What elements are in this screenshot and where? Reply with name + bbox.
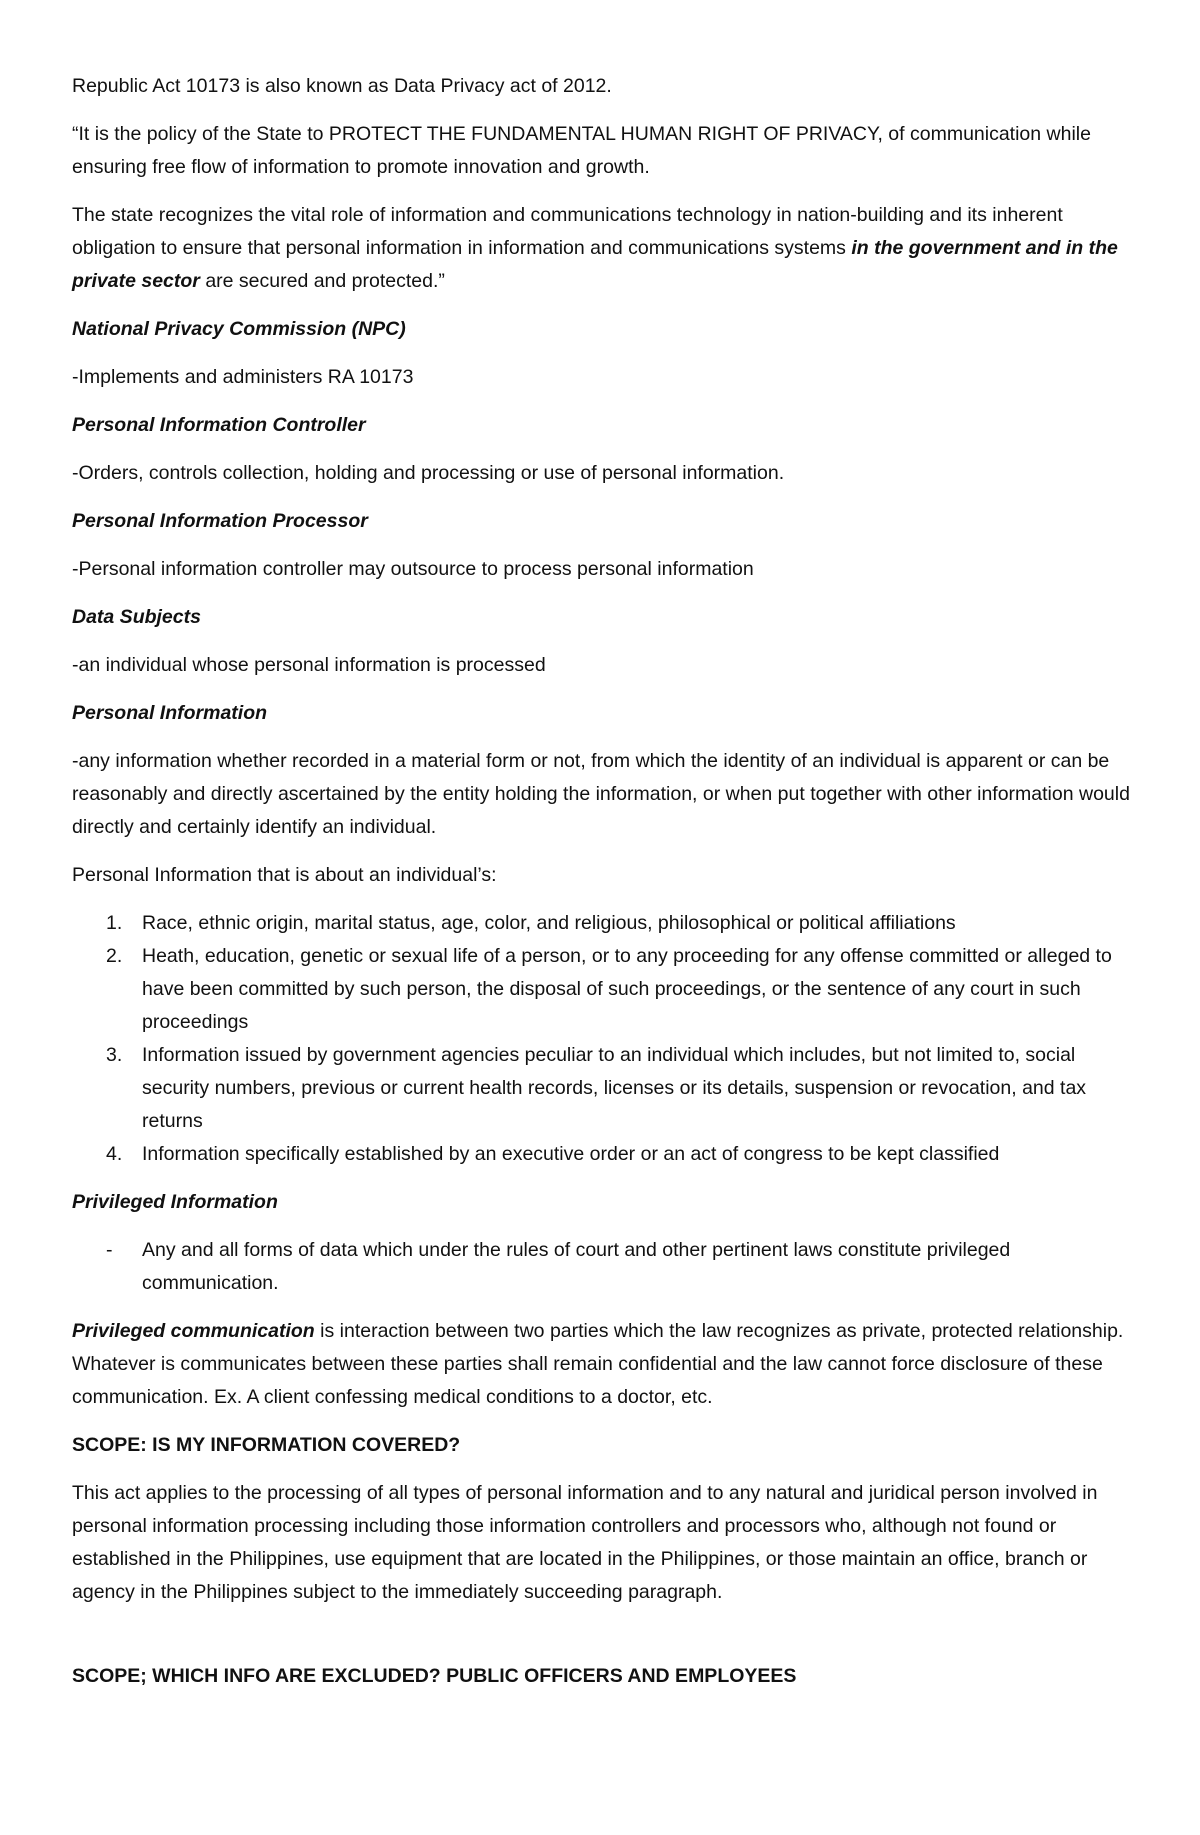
personal-information-about: Personal Information that is about an individual’s:: [72, 864, 497, 886]
state-emphasis: in the government and in the private sector: [72, 237, 1118, 292]
privileged-communication-term: Privileged communication: [72, 1320, 315, 1342]
intro-paragraph: Republic Act 10173 is also known as Data Privacy act of 2012.: [72, 75, 612, 97]
data-subjects-heading: Data Subjects: [72, 606, 201, 628]
list-number: 4.: [106, 1143, 123, 1165]
list-item-text: Heath, education, genetic or sexual life of a person, or to any proceeding for any offense committed or alleged to have been committed by such person, the disposal of such proceedings, or the sentence of any court in such proceedings: [142, 945, 1112, 1033]
list-number: 2.: [106, 945, 123, 967]
state-text: The state recognizes the vital role of information and communications technology in nation-building and its inherent obligation to ensure that personal information in information and communications systems: [72, 204, 1063, 259]
list-item: [72, 1039, 1142, 1138]
state-recognition-paragraph: [72, 199, 1142, 298]
privileged-communication-paragraph: [72, 1315, 1142, 1414]
scope-covered-paragraph: This act applies to the processing of all types of personal information and to any natural and juridical person involved in personal information processing including those information controllers and processors who, although not found or established in the Philippines, use equipment that are located in the Philippines, or those maintain an office, branch or agency in the Philippines subject to the immediately succeeding paragraph.: [72, 1482, 1098, 1603]
pip-description: -Personal information controller may outsource to process personal information: [72, 558, 754, 580]
list-item-text: Race, ethnic origin, marital status, age, color, and religious, philosophical or political affiliations: [142, 912, 956, 934]
personal-information-heading: Personal Information: [72, 702, 268, 724]
npc-heading: National Privacy Commission (NPC): [72, 318, 406, 340]
privileged-information-list: [72, 1234, 1142, 1300]
personal-information-description: -any information whether recorded in a material form or not, from which the identity of an individual is apparent or can be reasonably and directly ascertained by the entity holding the information, or when put together with other information would directly and certainly identify an individual.: [72, 750, 1130, 838]
dash-bullet: -: [106, 1239, 113, 1261]
list-item: [72, 1138, 1142, 1171]
list-item: [72, 907, 1142, 940]
scope-excluded-heading: SCOPE; WHICH INFO ARE EXCLUDED? PUBLIC OFFICERS AND EMPLOYEES: [72, 1665, 797, 1687]
pip-heading: Personal Information Processor: [72, 510, 368, 532]
scope-covered-heading: SCOPE: IS MY INFORMATION COVERED?: [72, 1434, 461, 1456]
personal-information-list: [72, 907, 1142, 1171]
npc-description: -Implements and administers RA 10173: [72, 366, 414, 388]
data-subjects-description: -an individual whose personal information is processed: [72, 654, 546, 676]
list-item: [72, 940, 1142, 1039]
policy-quote-paragraph: “It is the policy of the State to PROTECT THE FUNDAMENTAL HUMAN RIGHT OF PRIVACY, of communication while ensuring free flow of information to promote innovation and growth.: [72, 123, 1091, 178]
list-number: 3.: [106, 1044, 123, 1066]
privileged-communication-text: is interaction between two parties which the law recognizes as private, protected relationship. Whatever is communicates between these parties shall remain confidential and the law cannot force disclosure of these communication. Ex. A client confessing medical conditions to a doctor, etc.: [72, 1320, 1124, 1408]
list-item-text: Any and all forms of data which under the rules of court and other pertinent laws constitute privileged communication.: [142, 1239, 1011, 1294]
list-item-text: Information specifically established by an executive order or an act of congress to be kept classified: [142, 1143, 1000, 1165]
pic-description: -Orders, controls collection, holding and processing or use of personal information.: [72, 462, 785, 484]
privileged-information-heading: Privileged Information: [72, 1191, 278, 1213]
state-tail: are secured and protected.”: [199, 270, 445, 292]
list-number: 1.: [106, 912, 123, 934]
pic-heading: Personal Information Controller: [72, 414, 366, 436]
list-item: [72, 1234, 1142, 1300]
blank-line: [72, 1624, 1142, 1660]
list-item-text: Information issued by government agencies peculiar to an individual which includes, but not limited to, social security numbers, previous or current health records, licenses or its details, suspension or revocation, and tax returns: [142, 1044, 1087, 1132]
document-page: [72, 70, 1142, 1708]
